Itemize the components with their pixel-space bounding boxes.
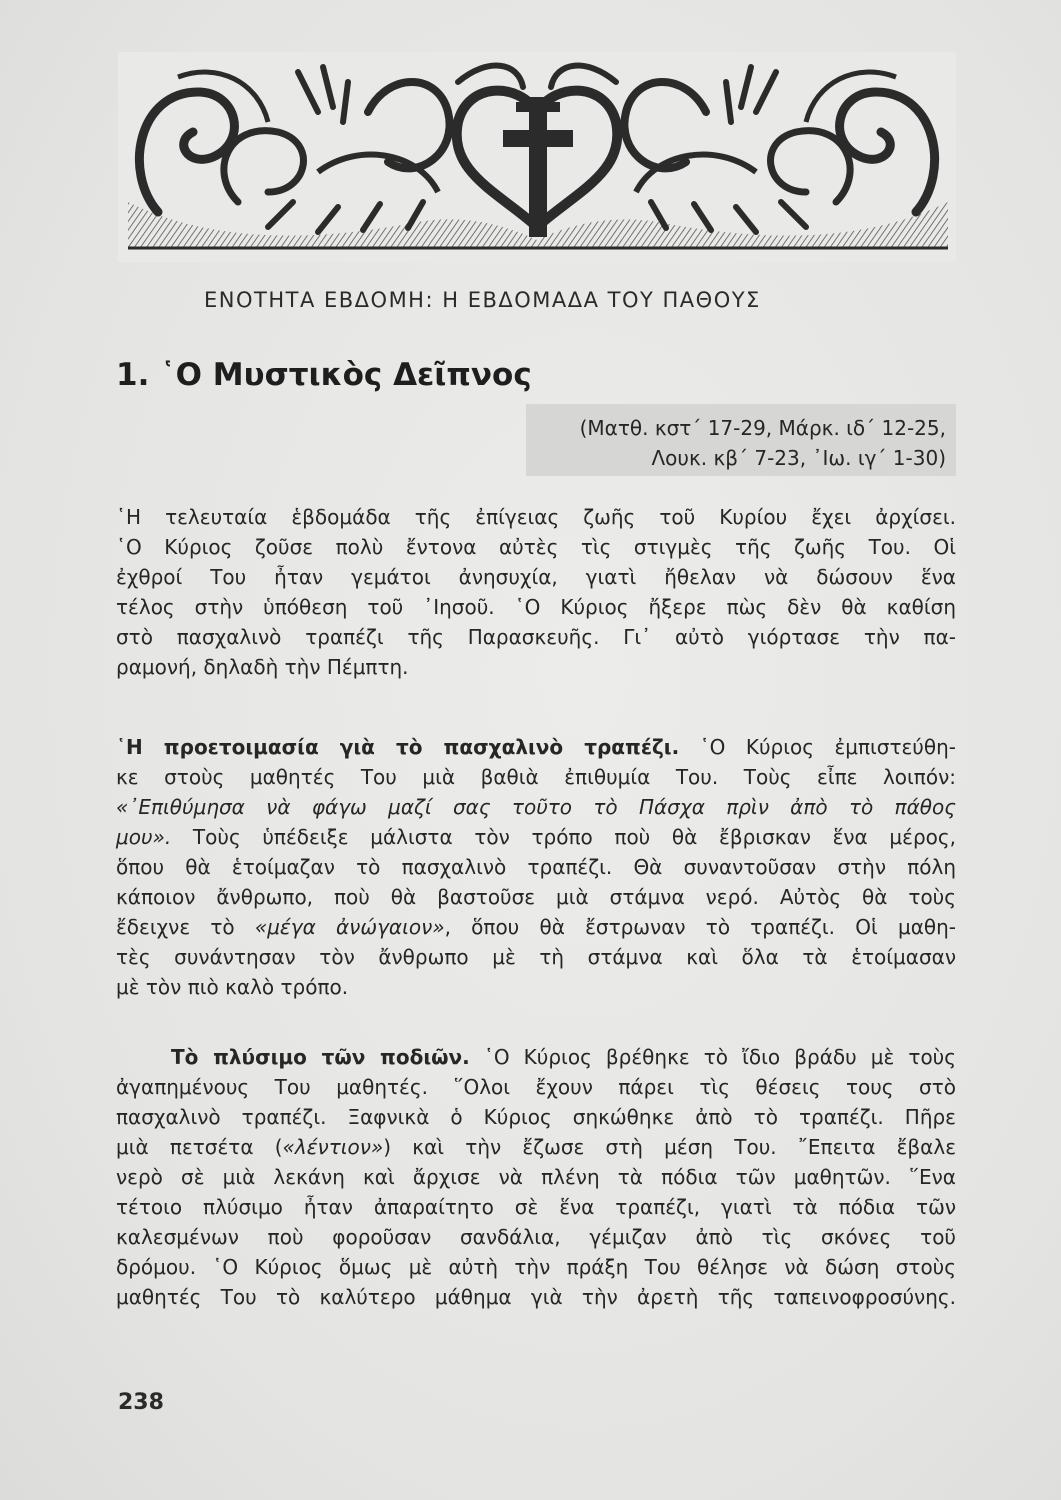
reference-line: (Ματθ. κστ΄ 17-29, Μάρκ. ιδ΄ 12-25, bbox=[579, 416, 946, 440]
text-line: τέτοιο πλύσιμο ἦταν ἀπαραίτητο σὲ ἕνα τραπέζι, γιατὶ τὰ πόδια τῶν bbox=[116, 1195, 956, 1219]
text-line: ὅπου θὰ ἑτοίμαζαν τὸ πασχαλινὸ τραπέζι. Θὰ συναντοῦσαν στὴν πόλη bbox=[116, 855, 956, 879]
text-line: μὲ τὸν πιὸ καλὸ τρόπο. bbox=[116, 975, 349, 999]
text-line: τέλος στὴν ὑπόθεση τοῦ ᾿Ιησοῦ. ῾Ο Κύριος ἤξερε πὼς δὲν θὰ καθίση bbox=[116, 595, 956, 619]
reference-line: Λουκ. κβ΄ 7-23, ᾿Ιω. ιγ΄ 1-30) bbox=[651, 446, 946, 470]
text-line bbox=[171, 1045, 956, 1075]
quote-run: «λέντιον» bbox=[282, 1135, 384, 1159]
text-line: ῾Η τελευταία ἑβδομάδα τῆς ἐπίγειας ζωῆς τοῦ Κυρίου ἔχει ἀρχίσει. bbox=[116, 505, 956, 529]
text-run: ἔδειχνε τὸ bbox=[116, 915, 255, 939]
text-line: δρόμου. ῾Ο Κύριος ὅμως μὲ αὐτὴ τὴν πράξη Του θέλησε νὰ δώση στοὺς bbox=[116, 1255, 956, 1279]
quote-run: μου». bbox=[116, 825, 172, 849]
subsection-heading: Τὸ πλύσιμο τῶν ποδιῶν. bbox=[171, 1045, 470, 1069]
text-line: καλεσμένων ποὺ φοροῦσαν σανδάλια, γέμιζαν ἀπὸ τὶς σκόνες τοῦ bbox=[116, 1225, 956, 1249]
lesson-title: 1. ῾Ο Μυστικὸς Δεῖπνος bbox=[116, 357, 532, 393]
text-line bbox=[116, 1135, 956, 1165]
text-run: ῾Ο Κύριος ἐμπιστεύθη- bbox=[679, 735, 957, 759]
page-number: 238 bbox=[118, 1390, 164, 1415]
text-line: κε στοὺς μαθητές Του μιὰ βαθιὰ ἐπιθυμία Του. Τοὺς εἶπε λοιπόν: bbox=[116, 765, 956, 789]
quote-run: «μέγα ἀνώγαιον» bbox=[254, 915, 445, 939]
text-line: μαθητές Του τὸ καλύτερο μάθημα γιὰ τὴν ἀρετὴ τῆς ταπεινοφροσύνης. bbox=[116, 1285, 956, 1309]
scripture-references bbox=[526, 404, 956, 476]
text-line: ῾Ο Κύριος ζοῦσε πολὺ ἔντονα αὐτὲς τὶς στιγμὲς τῆς ζωῆς Του. Οἱ bbox=[116, 535, 956, 559]
text-line bbox=[116, 915, 956, 945]
text-line: τὲς συνάντησαν τὸν ἄνθρωπο μὲ τὴ στάμνα καὶ ὅλα τὰ ἑτοίμασαν bbox=[116, 945, 956, 969]
text-line: ἐχθροί Του ἦταν γεμάτοι ἀνησυχία, γιατὶ ἤθελαν νὰ δώσουν ἕνα bbox=[116, 565, 956, 589]
cross-vine-ornament-icon bbox=[118, 52, 956, 262]
text-line bbox=[116, 825, 956, 855]
text-run: ) καὶ τὴν ἔζωσε στὴ μέση Του. ῎Επειτα ἔβαλε bbox=[383, 1135, 957, 1159]
text-run: ῾Ο Κύριος βρέθηκε τὸ ἴδιο βράδυ μὲ τοὺς bbox=[469, 1045, 956, 1069]
text-line: στὸ πασχαλινὸ τραπέζι τῆς Παρασκευῆς. Γι᾿ αὐτὸ γιόρτασε τὴν πα- bbox=[116, 625, 956, 649]
text-line: ραμονή, δηλαδὴ τὴν Πέμπτη. bbox=[116, 655, 409, 679]
section-heading: ΕΝΟΤΗΤΑ ΕΒΔΟΜΗ: Η ΕΒΔΟΜΑΔΑ ΤΟΥ ΠΑΘΟΥΣ bbox=[204, 288, 761, 312]
text-line: πασχαλινὸ τραπέζι. Ξαφνικὰ ὁ Κύριος σηκώθηκε ἀπὸ τὸ τραπέζι. Πῆρε bbox=[116, 1105, 956, 1129]
text-run: , ὅπου θὰ ἔστρωναν τὸ τραπέζι. Οἱ μαθη- bbox=[444, 915, 957, 939]
text-line: νερὸ σὲ μιὰ λεκάνη καὶ ἄρχισε νὰ πλένη τὰ πόδια τῶν μαθητῶν. ῞Ενα bbox=[116, 1165, 956, 1189]
subsection-heading: ῾Η προετοιμασία γιὰ τὸ πασχαλινὸ τραπέζι. bbox=[116, 735, 680, 759]
text-line: ἀγαπημένους Του μαθητές. ῞Ολοι ἔχουν πάρει τὶς θέσεις τους στὸ bbox=[116, 1075, 956, 1099]
text-run: μιὰ πετσέτα ( bbox=[116, 1135, 283, 1159]
quote-line: «᾿Επιθύμησα νὰ φάγω μαζί σας τοῦτο τὸ Πάσχα πρὶν ἀπὸ τὸ πάθος bbox=[116, 795, 956, 819]
text-line bbox=[116, 735, 956, 765]
text-line: κάποιον ἄνθρωπο, ποὺ θὰ βαστοῦσε μιὰ στάμνα νερό. Αὐτὸς θὰ τοὺς bbox=[116, 885, 956, 909]
text-run: Τοὺς ὑπέδειξε μάλιστα τὸν τρόπο ποὺ θὰ ἔβρισκαν ἕνα μέρος, bbox=[171, 825, 956, 849]
